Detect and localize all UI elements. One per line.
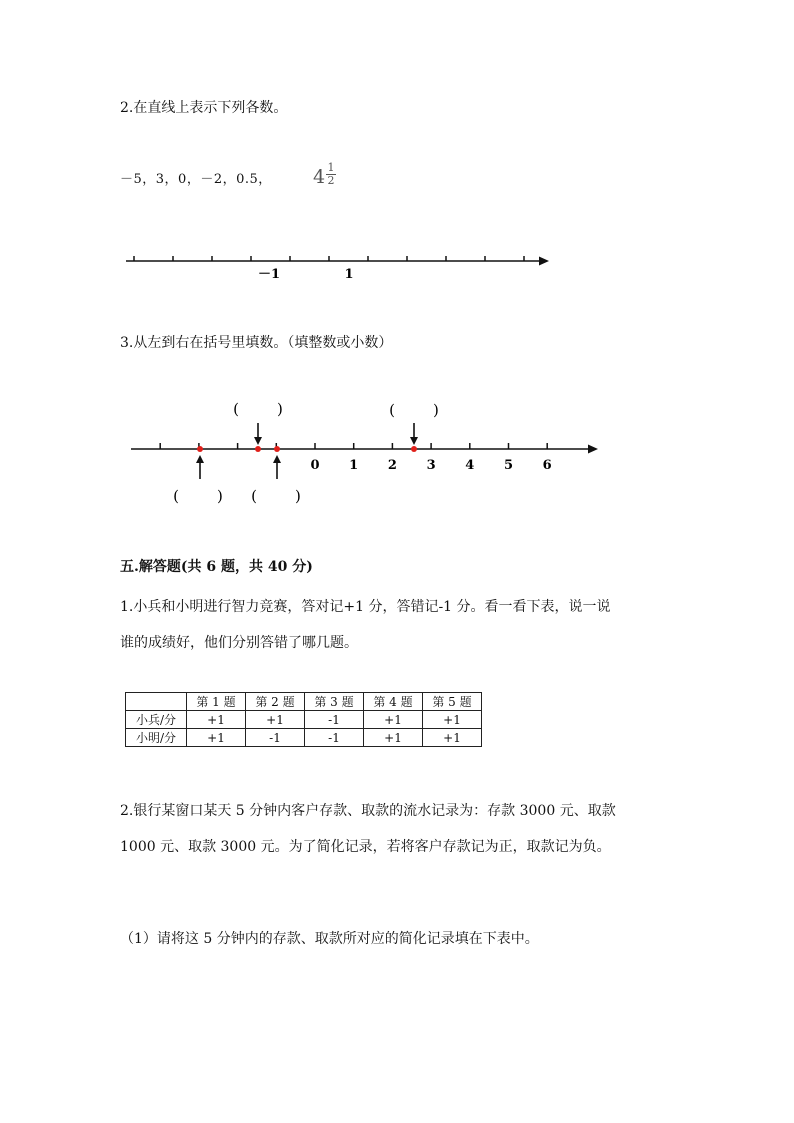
table-header-row	[126, 693, 482, 711]
table-row	[126, 711, 482, 729]
up-arrow-head-icon	[196, 455, 204, 463]
axis2-label: 5	[503, 458, 514, 473]
table-cell: +1	[423, 729, 482, 747]
table-row-label: 小兵/分	[126, 711, 187, 729]
table-cell: +1	[246, 711, 305, 729]
axis2-label: 0	[310, 458, 320, 473]
axis2-label: 3	[426, 458, 436, 473]
down-arrow-head-icon	[410, 437, 418, 445]
q3-title: 3.从左到右在括号里填数。（填整数或小数）	[120, 335, 393, 351]
axis2-labels	[310, 458, 551, 473]
table-cell: -1	[246, 729, 305, 747]
axis2-label: 6	[542, 458, 552, 473]
axis2-label: 4	[465, 458, 475, 473]
table-cell: -1	[305, 729, 364, 747]
table-cell: +1	[364, 711, 423, 729]
red-point	[197, 446, 203, 452]
p2-line2: 1000 元、取款 3000 元。为了简化记录，若将客户存款记为正，取款记为负。	[120, 839, 611, 855]
axis2-label: 2	[387, 458, 397, 473]
table-header-cell	[126, 693, 187, 711]
p1-line2: 谁的成绩好，他们分别答错了哪几题。	[120, 635, 358, 651]
table-header-cell: 第 3 题	[305, 693, 364, 711]
number-line-2	[131, 400, 598, 505]
table-header-cell: 第 2 题	[246, 693, 305, 711]
blank-bottom-2: ( )	[251, 487, 301, 505]
table-cell: +1	[187, 729, 246, 747]
table-cell: +1	[187, 711, 246, 729]
section-5-title: 五.解答题(共 6 题，共 40 分)	[120, 559, 313, 575]
mixed-numerator: 1	[327, 161, 335, 174]
axis1-label-pos1: 1	[344, 267, 354, 282]
table-header-cell: 第 5 题	[423, 693, 482, 711]
red-point	[411, 446, 417, 452]
p2-line1: 2.银行某窗口某天 5 分钟内客户存款、取款的流水记录为：存款 3000 元、取款	[120, 803, 616, 819]
red-point	[255, 446, 261, 452]
table-row	[126, 729, 482, 747]
blank-top-1: ( )	[233, 400, 283, 418]
up-arrow-head-icon	[273, 455, 281, 463]
p2-sub1: （1）请将这 5 分钟内的存款、取款所对应的简化记录填在下表中。	[120, 931, 539, 947]
table-row-label: 小明/分	[126, 729, 187, 747]
q2-number-list: －5，3，0，－2，0.5，	[120, 172, 272, 187]
table-header-cell: 第 1 题	[187, 693, 246, 711]
score-table	[125, 692, 482, 747]
table-header-cell: 第 4 题	[364, 693, 423, 711]
mixed-denominator: 2	[327, 174, 335, 187]
p1-line1: 1.小兵和小明进行智力竞赛，答对记+1 分，答错记-1 分。看一看下表，说一说	[120, 599, 611, 615]
axis2-label: 1	[349, 458, 359, 473]
mixed-whole: 4	[313, 166, 326, 188]
q2-title: 2.在直线上表示下列各数。	[120, 100, 288, 116]
blank-top-2: ( )	[389, 401, 439, 419]
arrow-head-icon	[588, 445, 598, 454]
table-cell: +1	[423, 711, 482, 729]
down-arrow-head-icon	[254, 437, 262, 445]
table-cell: +1	[364, 729, 423, 747]
red-point	[274, 446, 280, 452]
ticks-2	[160, 443, 547, 449]
blank-bottom-1: ( )	[173, 487, 223, 505]
axis1-label-neg1: －1	[257, 267, 281, 282]
number-line-1	[126, 256, 549, 282]
arrow-head-icon	[539, 257, 549, 266]
table-cell: -1	[305, 711, 364, 729]
